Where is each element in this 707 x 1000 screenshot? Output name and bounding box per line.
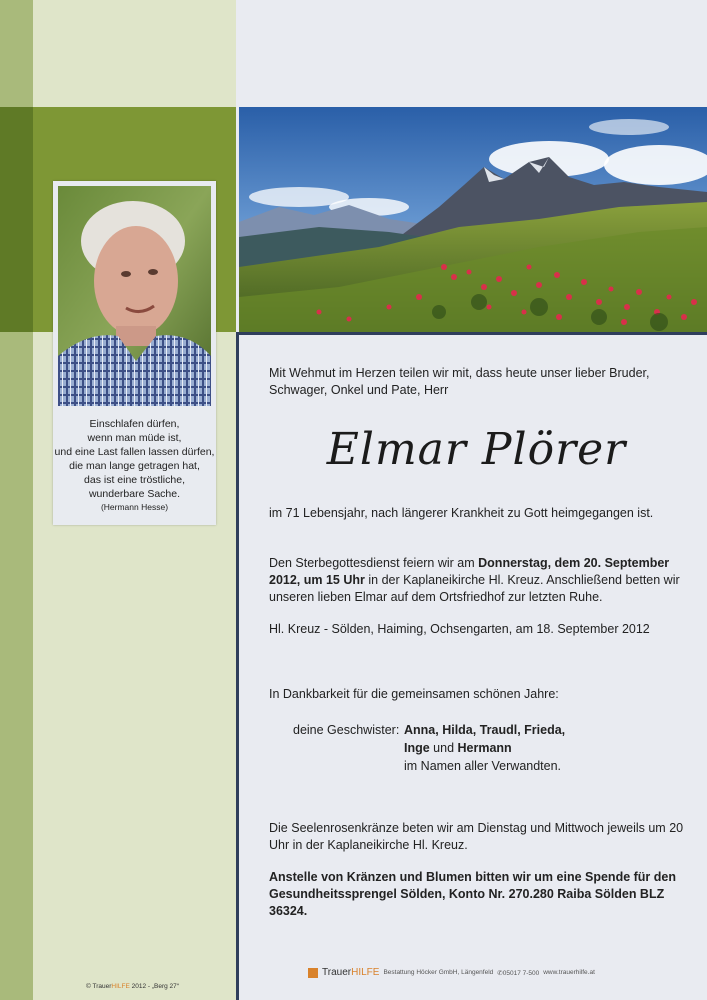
siblings-line [404, 739, 624, 757]
siblings-line: im Namen aller Verwandten. [404, 759, 562, 773]
quote-line: Einschlafen dürfen, [89, 418, 180, 430]
sibling-name: Inge [404, 741, 430, 755]
sidebar-mid-stripe [0, 107, 33, 332]
copyright-pre: © Trauer [86, 983, 112, 990]
publisher-footer [308, 967, 595, 978]
brand-accent: HILFE [351, 967, 380, 978]
donation-text: Anstelle von Kränzen und Blumen bitten wir um eine Spende für den Gesundheitssprengel Sölden, Konto Nr. 270.280 Raiba Sölden BLZ 36324. [269, 870, 676, 918]
quote-source: (Hermann Hesse) [100, 502, 169, 512]
mountain-landscape-photo [239, 107, 707, 332]
company-name: Bestattung Höcker GmbH, Längenfeld [383, 969, 494, 976]
sidebar-top-panel [33, 0, 236, 107]
funeral-text [269, 555, 684, 606]
funeral-text-pre: Den Sterbegottesdienst feiern wir am [269, 556, 479, 570]
gratitude-text: In Dankbarkeit für die gemeinsamen schönen Jahre: [269, 687, 559, 701]
age-text: im 71 Lebensjahr, nach längerer Krankheit zu Gott heimgegangen ist. [269, 506, 654, 520]
intro-text: Mit Wehmut im Herzen teilen wir mit, dass heute unser lieber Bruder, Schwager, Onkel und Pate, Herr [269, 366, 650, 397]
copyright-post: 2012 - „Berg 27“ [129, 983, 179, 990]
portrait-card [53, 181, 216, 525]
sibling-name: Hermann [457, 741, 512, 755]
quote-line: die man lange getragen hat, [69, 460, 200, 472]
sidebar-top-stripe [0, 0, 33, 107]
quote-block [53, 417, 216, 514]
quote-line: wunderbare Sache. [88, 488, 181, 500]
siblings-label: deine Geschwister: [293, 723, 400, 737]
siblings-and: und [429, 741, 458, 755]
quote-line: das ist eine tröstliche, [84, 474, 185, 486]
horizontal-divider-line [236, 332, 707, 335]
sidebar-bottom-stripe [0, 332, 33, 1000]
vertical-divider-line [236, 332, 239, 1000]
copyright-footer [86, 983, 179, 990]
deceased-name: Elmar Plörer [326, 424, 627, 475]
portrait-photo [58, 186, 211, 406]
place-date: Hl. Kreuz - Sölden, Haiming, Ochsengarten, am 18. September 2012 [269, 622, 650, 636]
brand-name [322, 967, 379, 978]
siblings-line: Anna, Hilda, Traudl, Frieda, [404, 723, 566, 737]
trauerhilfe-logo-icon [308, 968, 318, 978]
quote-line: und eine Last fallen lassen dürfen, [54, 446, 215, 458]
phone-number: ✆05017 7-500 [497, 969, 540, 977]
brand-part: Trauer [322, 967, 352, 978]
funeral-date: Donnerstag, dem 20. September 2012, um 15 Uhr [269, 556, 670, 587]
rosary-text: Die Seelenrosenkränze beten wir am Dienstag und Mittwoch jeweils um 20 Uhr in der Kaplaneikirche Hl. Kreuz. [269, 821, 684, 852]
siblings-names [404, 721, 624, 775]
quote-line: wenn man müde ist, [87, 432, 182, 444]
copyright-accent: HILFE [111, 983, 130, 990]
funeral-text-post: in der Kaplaneikirche Hl. Kreuz. Anschließend betten wir unseren lieben Elmar auf dem Ortsfriedhof zur letzten Ruhe. [269, 573, 680, 604]
website: www.trauerhilfe.at [543, 969, 595, 976]
